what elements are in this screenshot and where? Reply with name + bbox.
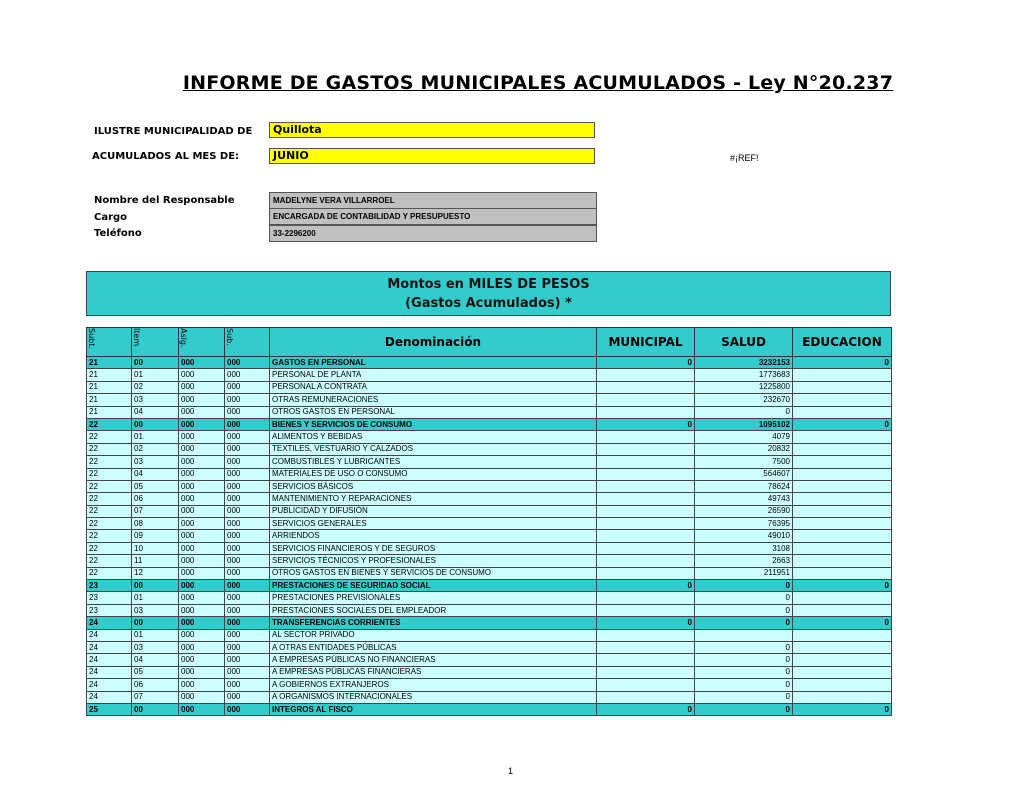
cell-item[interactable]: 02 [132,443,179,455]
cell-denominacion[interactable]: MATERIALES DE USO O CONSUMO [270,468,597,480]
telefono-label: Teléfono [94,228,142,239]
cell-subt[interactable]: 22 [87,567,132,579]
cell-municipal[interactable]: 0 [597,418,695,430]
cell-salud[interactable]: 211951 [695,567,793,579]
cell-salud[interactable]: 7500 [695,456,793,468]
cell-subt[interactable]: 23 [87,592,132,604]
cell-denominacion[interactable]: SERVICIOS GENERALES [270,518,597,530]
cell-salud[interactable]: 0 [695,406,793,418]
cell-denominacion[interactable]: A ORGANISMOS INTERNACIONALES [270,691,597,703]
cell-sub[interactable]: 000 [225,493,270,505]
cell-asig[interactable]: 000 [179,468,225,480]
cell-asig[interactable]: 000 [179,530,225,542]
cell-asig[interactable]: 000 [179,456,225,468]
cell-sub[interactable]: 000 [225,468,270,480]
cell-subt[interactable]: 22 [87,493,132,505]
cell-salud[interactable]: 4079 [695,431,793,443]
cell-salud[interactable]: 20832 [695,443,793,455]
table-total-row [87,580,892,592]
cell-item[interactable]: 04 [132,468,179,480]
cell-item[interactable]: 06 [132,493,179,505]
cell-subt[interactable]: 23 [87,580,132,592]
table-row [87,443,892,455]
cell-item[interactable]: 03 [132,604,179,616]
cell-sub[interactable]: 000 [225,394,270,406]
cell-municipal[interactable] [597,369,695,381]
cell-municipal[interactable] [597,641,695,653]
col-sub [225,328,270,357]
banner-line-2: (Gastos Acumulados) * [405,296,572,311]
cell-educacion[interactable] [793,592,892,604]
col-asig [179,328,225,357]
cell-item[interactable]: 06 [132,679,179,691]
cell-asig[interactable]: 000 [179,443,225,455]
cell-salud[interactable]: 0 [695,580,793,592]
cell-denominacion[interactable]: OTRAS REMUNERACIONES [270,394,597,406]
cell-municipal[interactable] [597,394,695,406]
cell-municipal[interactable] [597,468,695,480]
cell-subt[interactable]: 24 [87,654,132,666]
col-educacion: EDUCACION [793,328,892,357]
cell-sub[interactable]: 000 [225,518,270,530]
cell-asig[interactable]: 000 [179,406,225,418]
table-row [87,691,892,703]
cell-item[interactable]: 03 [132,456,179,468]
cell-municipal[interactable]: 0 [597,617,695,629]
col-municipal: MUNICIPAL [597,328,695,357]
banner-line-1: Montos en MILES DE PESOS [387,277,590,292]
cell-asig[interactable]: 000 [179,381,225,393]
cell-denominacion[interactable]: GASTOS EN PERSONAL [270,357,597,369]
table-header-row [87,328,892,357]
cell-educacion[interactable] [793,394,892,406]
expenses-table [86,327,892,716]
cell-municipal[interactable] [597,406,695,418]
cell-item[interactable]: 02 [132,381,179,393]
telefono-field[interactable]: 33-2296200 [269,225,597,242]
cell-salud[interactable]: 49743 [695,493,793,505]
cell-salud[interactable]: 0 [695,666,793,678]
mes-label: ACUMULADOS AL MES DE: [92,151,240,162]
cell-educacion[interactable] [793,691,892,703]
table-row [87,394,892,406]
cell-municipal[interactable] [597,530,695,542]
cell-salud[interactable] [695,629,793,641]
table-row [87,604,892,616]
table-row [87,555,892,567]
table-total-row [87,357,892,369]
cell-salud[interactable]: 0 [695,592,793,604]
cell-municipal[interactable]: 0 [597,580,695,592]
cell-municipal[interactable] [597,456,695,468]
cell-asig[interactable]: 000 [179,418,225,430]
cell-educacion[interactable] [793,641,892,653]
cell-sub[interactable]: 000 [225,679,270,691]
cell-denominacion[interactable]: PERSONAL DE PLANTA [270,369,597,381]
cell-salud[interactable]: 2663 [695,555,793,567]
col-denominacion: Denominación [270,328,597,357]
cell-sub[interactable]: 000 [225,357,270,369]
cell-sub[interactable]: 000 [225,456,270,468]
cell-subt[interactable]: 22 [87,542,132,554]
table-row [87,431,892,443]
cell-educacion[interactable] [793,679,892,691]
cell-item[interactable]: 07 [132,691,179,703]
cell-salud[interactable]: 76395 [695,518,793,530]
cell-sub[interactable]: 000 [225,480,270,492]
cell-item[interactable]: 01 [132,369,179,381]
municipalidad-field[interactable]: Quillota [269,122,595,138]
cell-salud[interactable]: 232670 [695,394,793,406]
table-row [87,505,892,517]
cell-subt[interactable]: 21 [87,381,132,393]
cell-denominacion[interactable]: A OTRAS ENTIDADES PÚBLICAS [270,641,597,653]
cell-subt[interactable]: 22 [87,418,132,430]
cell-salud[interactable]: 0 [695,604,793,616]
cell-item[interactable]: 01 [132,629,179,641]
cell-item[interactable]: 01 [132,431,179,443]
cell-educacion[interactable] [793,381,892,393]
cell-subt[interactable]: 22 [87,456,132,468]
cell-sub[interactable]: 000 [225,381,270,393]
mes-field[interactable]: JUNIO [269,148,595,164]
table-row [87,542,892,554]
cell-item[interactable]: 00 [132,418,179,430]
cell-salud[interactable]: 0 [695,703,793,715]
cell-subt[interactable]: 24 [87,617,132,629]
cell-subt[interactable]: 22 [87,431,132,443]
cell-asig[interactable]: 000 [179,505,225,517]
cell-sub[interactable]: 000 [225,629,270,641]
cell-educacion[interactable] [793,530,892,542]
cell-asig[interactable]: 000 [179,542,225,554]
table-row [87,592,892,604]
cell-salud[interactable]: 1095102 [695,418,793,430]
cell-sub[interactable]: 000 [225,530,270,542]
cargo-label: Cargo [94,212,128,223]
cell-subt[interactable]: 21 [87,357,132,369]
cell-denominacion[interactable]: OTROS GASTOS EN PERSONAL [270,406,597,418]
cell-sub[interactable]: 000 [225,505,270,517]
cell-municipal[interactable] [597,604,695,616]
cell-sub[interactable]: 000 [225,592,270,604]
table-row [87,530,892,542]
cell-municipal[interactable] [597,518,695,530]
cell-sub[interactable]: 000 [225,418,270,430]
cell-educacion[interactable] [793,369,892,381]
table-row [87,567,892,579]
cell-educacion[interactable] [793,468,892,480]
cell-salud[interactable]: 0 [695,654,793,666]
cell-denominacion[interactable]: PERSONAL A CONTRATA [270,381,597,393]
cell-educacion[interactable]: 0 [793,357,892,369]
cell-sub[interactable]: 000 [225,542,270,554]
cell-municipal[interactable]: 0 [597,357,695,369]
ref-error: #¡REF! [730,153,759,163]
cell-asig[interactable]: 000 [179,592,225,604]
cell-denominacion[interactable]: TEXTILES, VESTUARIO Y CALZADOS [270,443,597,455]
cell-asig[interactable]: 000 [179,617,225,629]
cell-sub[interactable]: 000 [225,641,270,653]
cell-sub[interactable]: 000 [225,654,270,666]
table-total-row [87,703,892,715]
municipalidad-label: ILUSTRE MUNICIPALIDAD DE [94,126,253,137]
cell-municipal[interactable] [597,592,695,604]
cell-subt[interactable]: 24 [87,679,132,691]
cell-municipal[interactable] [597,654,695,666]
cell-sub[interactable]: 000 [225,431,270,443]
cell-item[interactable]: 10 [132,542,179,554]
cell-subt[interactable]: 23 [87,604,132,616]
cell-salud[interactable]: 1773683 [695,369,793,381]
cell-municipal[interactable] [597,679,695,691]
responsable-field[interactable]: MADELYNE VERA VILLARROEL [269,192,597,209]
cell-item[interactable]: 05 [132,666,179,678]
cell-item[interactable]: 08 [132,518,179,530]
cell-sub[interactable]: 000 [225,567,270,579]
cell-subt[interactable]: 24 [87,641,132,653]
col-asig-label: Asig. [179,328,188,348]
cell-subt[interactable]: 22 [87,468,132,480]
cell-asig[interactable]: 000 [179,493,225,505]
cell-salud[interactable]: 26590 [695,505,793,517]
cell-denominacion[interactable]: ALIMENTOS Y BEBIDAS [270,431,597,443]
cell-salud[interactable]: 3232153 [695,357,793,369]
page-number: 1 [508,766,514,776]
cell-denominacion[interactable]: SERVICIOS BÁSICOS [270,480,597,492]
cell-item[interactable]: 09 [132,530,179,542]
cell-municipal[interactable] [597,691,695,703]
report-title [0,72,1024,94]
cell-sub[interactable]: 000 [225,443,270,455]
cell-item[interactable]: 00 [132,357,179,369]
cell-item[interactable]: 07 [132,505,179,517]
report-title-text: INFORME DE GASTOS MUNICIPALES ACUMULADOS - Ley N°20.237 [182,72,894,94]
amounts-banner [86,271,891,316]
cell-subt[interactable]: 24 [87,666,132,678]
table-row [87,518,892,530]
cell-educacion[interactable]: 0 [793,703,892,715]
cell-educacion[interactable] [793,555,892,567]
table-row [87,456,892,468]
table-row [87,480,892,492]
cell-educacion[interactable]: 0 [793,617,892,629]
table-row [87,369,892,381]
table-total-row [87,418,892,430]
cell-municipal[interactable] [597,431,695,443]
cell-item[interactable]: 00 [132,580,179,592]
cell-sub[interactable]: 000 [225,691,270,703]
cell-item[interactable]: 04 [132,654,179,666]
cell-denominacion[interactable]: SERVICIOS TÉCNICOS Y PROFESIONALES [270,555,597,567]
cell-denominacion[interactable]: A EMPRESAS PÚBLICAS FINANCIERAS [270,666,597,678]
cell-sub[interactable]: 000 [225,604,270,616]
cell-item[interactable]: 11 [132,555,179,567]
cell-subt[interactable]: 22 [87,480,132,492]
cell-denominacion[interactable]: TRANSFERENCIAS CORRIENTES [270,617,597,629]
col-item [132,328,179,357]
table-row [87,468,892,480]
cell-asig[interactable]: 000 [179,641,225,653]
cell-sub[interactable]: 000 [225,703,270,715]
cell-denominacion[interactable]: MANTENIMIENTO Y REPARACIONES [270,493,597,505]
cell-educacion[interactable] [793,518,892,530]
cell-item[interactable]: 04 [132,406,179,418]
cell-subt[interactable]: 21 [87,406,132,418]
cell-educacion[interactable] [793,480,892,492]
cell-denominacion[interactable]: PRESTACIONES DE SEGURIDAD SOCIAL [270,580,597,592]
cell-asig[interactable]: 000 [179,369,225,381]
cell-salud[interactable]: 49010 [695,530,793,542]
table-total-row [87,617,892,629]
cell-educacion[interactable] [793,431,892,443]
cell-asig[interactable]: 000 [179,567,225,579]
cell-asig[interactable]: 000 [179,357,225,369]
cell-asig[interactable]: 000 [179,629,225,641]
cell-denominacion[interactable]: COMBUSTIBLES Y LUBRICANTES [270,456,597,468]
cell-sub[interactable]: 000 [225,580,270,592]
cell-municipal[interactable] [597,542,695,554]
cell-denominacion[interactable]: ARRIENDOS [270,530,597,542]
col-subt [87,328,132,357]
cell-asig[interactable]: 000 [179,679,225,691]
cell-denominacion[interactable]: OTROS GASTOS EN BIENES Y SERVICIOS DE CONSUMO [270,567,597,579]
cell-subt[interactable]: 24 [87,691,132,703]
table-row [87,406,892,418]
cell-item[interactable]: 00 [132,703,179,715]
col-sub-label: Sub. [225,328,234,346]
cell-denominacion[interactable]: SERVICIOS FINANCIEROS Y DE SEGUROS [270,542,597,554]
cell-subt[interactable]: 22 [87,505,132,517]
cell-salud[interactable]: 1225800 [695,381,793,393]
cell-educacion[interactable]: 0 [793,418,892,430]
cell-municipal[interactable] [597,629,695,641]
cell-subt[interactable]: 24 [87,629,132,641]
cell-item[interactable]: 03 [132,641,179,653]
cell-sub[interactable]: 000 [225,617,270,629]
cell-asig[interactable]: 000 [179,480,225,492]
table-row [87,679,892,691]
cell-subt[interactable]: 21 [87,394,132,406]
cell-educacion[interactable] [793,654,892,666]
cell-salud[interactable]: 0 [695,617,793,629]
cell-salud[interactable]: 564607 [695,468,793,480]
cell-item[interactable]: 01 [132,592,179,604]
cell-asig[interactable]: 000 [179,666,225,678]
cell-asig[interactable]: 000 [179,703,225,715]
cell-asig[interactable]: 000 [179,394,225,406]
cell-denominacion[interactable]: AL SECTOR PRIVADO [270,629,597,641]
cell-subt[interactable]: 22 [87,555,132,567]
cell-denominacion[interactable]: A GOBIERNOS EXTRANJEROS [270,679,597,691]
cell-subt[interactable]: 22 [87,518,132,530]
cargo-field[interactable]: ENCARGADA DE CONTABILIDAD Y PRESUPUESTO [269,208,597,225]
cell-asig[interactable]: 000 [179,691,225,703]
cell-subt[interactable]: 22 [87,530,132,542]
table-row [87,641,892,653]
cell-denominacion[interactable]: PUBLICIDAD Y DIFUSIÓN [270,505,597,517]
cell-educacion[interactable] [793,456,892,468]
cell-municipal[interactable] [597,666,695,678]
table-row [87,654,892,666]
cell-denominacion[interactable]: PRESTACIONES SOCIALES DEL EMPLEADOR [270,604,597,616]
cell-item[interactable]: 03 [132,394,179,406]
cell-denominacion[interactable]: PRESTACIONES PREVISIONALES [270,592,597,604]
cell-salud[interactable]: 78624 [695,480,793,492]
cell-sub[interactable]: 000 [225,369,270,381]
table-row [87,666,892,678]
cell-item[interactable]: 00 [132,617,179,629]
cell-item[interactable]: 05 [132,480,179,492]
cell-municipal[interactable] [597,567,695,579]
cell-educacion[interactable] [793,443,892,455]
cell-salud[interactable]: 0 [695,679,793,691]
cell-subt[interactable]: 25 [87,703,132,715]
cell-municipal[interactable] [597,555,695,567]
cell-sub[interactable]: 000 [225,406,270,418]
cell-sub[interactable]: 000 [225,666,270,678]
responsable-label: Nombre del Responsable [94,195,235,206]
cell-municipal[interactable] [597,443,695,455]
col-subt-label: Subt. [87,328,96,349]
cell-asig[interactable]: 000 [179,431,225,443]
cell-asig[interactable]: 000 [179,555,225,567]
cell-asig[interactable]: 000 [179,580,225,592]
cell-subt[interactable]: 22 [87,443,132,455]
cell-salud[interactable]: 0 [695,641,793,653]
cell-educacion[interactable]: 0 [793,580,892,592]
cell-municipal[interactable] [597,505,695,517]
cell-municipal[interactable]: 0 [597,703,695,715]
table-row [87,629,892,641]
table-row [87,493,892,505]
cell-educacion[interactable] [793,505,892,517]
cell-educacion[interactable] [793,542,892,554]
cell-asig[interactable]: 000 [179,654,225,666]
cell-municipal[interactable] [597,381,695,393]
cell-subt[interactable]: 21 [87,369,132,381]
cell-educacion[interactable] [793,406,892,418]
cell-denominacion[interactable]: A EMPRESAS PÚBLICAS NO FINANCIERAS [270,654,597,666]
cell-educacion[interactable] [793,629,892,641]
cell-salud[interactable]: 0 [695,691,793,703]
cell-denominacion[interactable]: BIENES Y SERVICIOS DE CONSUMO [270,418,597,430]
cell-sub[interactable]: 000 [225,555,270,567]
cell-municipal[interactable] [597,480,695,492]
cell-salud[interactable]: 3108 [695,542,793,554]
cell-educacion[interactable] [793,567,892,579]
col-item-label: Item [132,328,141,347]
cell-asig[interactable]: 000 [179,604,225,616]
cell-item[interactable]: 12 [132,567,179,579]
cell-asig[interactable]: 000 [179,518,225,530]
cell-educacion[interactable] [793,666,892,678]
cell-educacion[interactable] [793,493,892,505]
cell-denominacion[interactable]: INTEGROS AL FISCO [270,703,597,715]
cell-educacion[interactable] [793,604,892,616]
col-salud: SALUD [695,328,793,357]
cell-municipal[interactable] [597,493,695,505]
table-row [87,381,892,393]
